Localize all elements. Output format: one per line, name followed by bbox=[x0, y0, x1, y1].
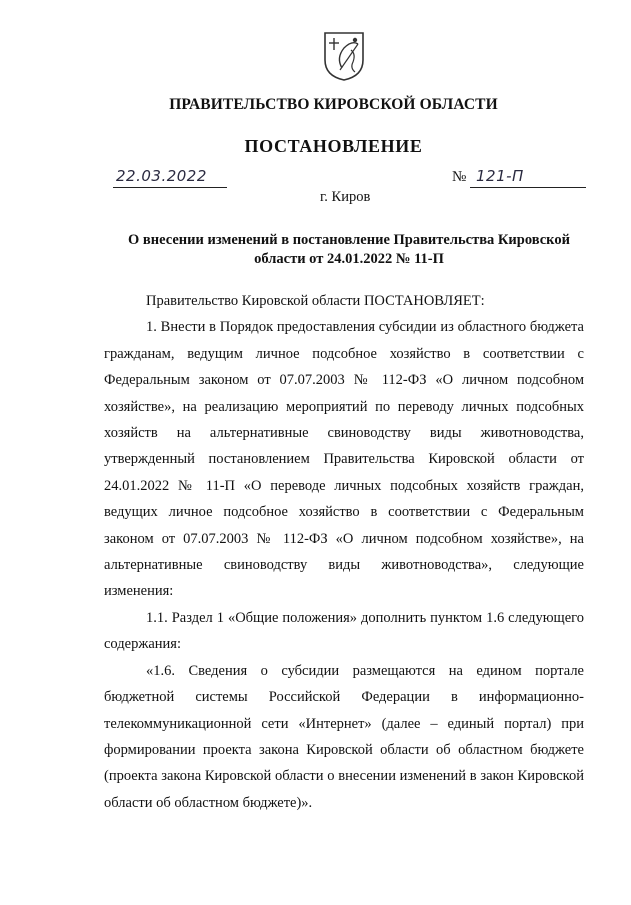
paragraph-item-1: 1. Внести в Порядок предоставления субсидии из областного бюджета гражданам, ведущим личное подсобное хозяйство в соответствии с Федеральным законом от 07.07.2003 № 112-ФЗ «О личном подсобном хозяйстве», на реализацию мероприятий по переводу личных подсобных хозяйств на альтернативные свиноводству виды животноводства, утвержденный постановлением Правительства Кировской области от 24.01.2022 № 11-П «О переводе личных подсобных хозяйств граждан, ведущих личное подсобное хозяйство в соответствии с Федеральным законом от 07.07.2003 № 112-ФЗ «О личном подсобном хозяйстве», на альтернативные свиноводству виды животноводства», следующие изменения: bbox=[104, 319, 584, 600]
paragraph-item-1-6: «1.6. Сведения о субсидии размещаются на едином портале бюджетной системы Российской Федерации в информационно-телекоммуникационной сети «Интернет» (далее – единый портал) при формировании проекта закона Кировской области об областном бюджете (проекта закона Кировской области о внесении изменений в закон Кировской области об областном бюджете)». bbox=[104, 662, 584, 811]
number-label: № bbox=[452, 169, 467, 185]
coat-of-arms-icon bbox=[322, 30, 366, 82]
paragraph-item-1-1: 1.1. Раздел 1 «Общие положения» дополнить пунктом 1.6 следующего содержания: bbox=[104, 609, 584, 653]
document-date: 22.03.2022 bbox=[116, 167, 207, 185]
paragraph-intro: Правительство Кировской области ПОСТАНОВЛЯЕТ: bbox=[146, 293, 485, 309]
government-title: ПРАВИТЕЛЬСТВО КИРОВСКОЙ ОБЛАСТИ bbox=[169, 96, 498, 113]
city-name: г. Киров bbox=[320, 189, 371, 205]
document-number: 121-П bbox=[476, 167, 524, 185]
document-subject: О внесении изменений в постановление Правительства Кировской области от 24.01.2022 № 11-П bbox=[128, 232, 570, 267]
document-body bbox=[104, 288, 584, 816]
document-type: ПОСТАНОВЛЕНИЕ bbox=[244, 136, 423, 156]
